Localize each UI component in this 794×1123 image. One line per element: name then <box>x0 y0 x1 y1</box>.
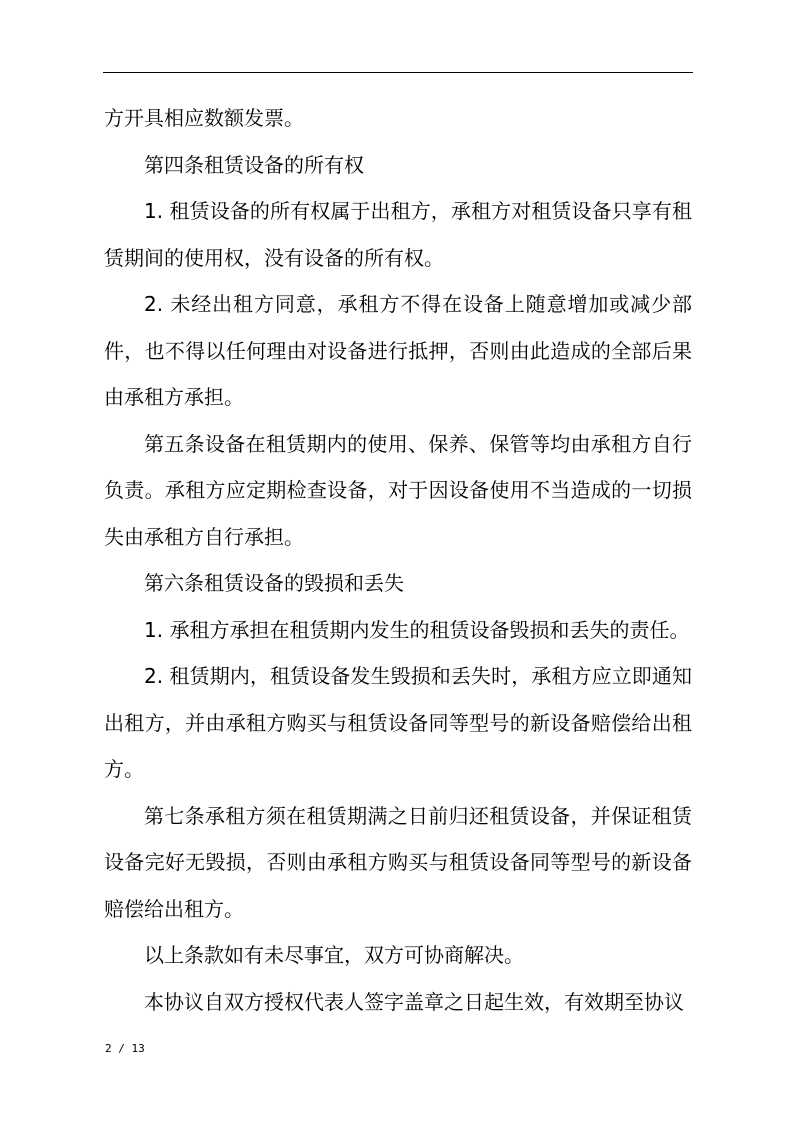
article-5-paragraph: 第五条设备在租赁期内的使用、保养、保管等均由承租方自行负责。承租方应定期检查设备，对于因设备使用不当造成的一切损失由承租方自行承担。 <box>104 431 692 549</box>
effectiveness-paragraph: 本协议自双方授权代表人签字盖章之日起生效，有效期至协议 <box>144 989 684 1014</box>
article-7-paragraph: 第七条承租方须在租赁期满之日前归还租赁设备，并保证租赁设备完好无毁损，否则由承租方购买与租赁设备同等型号的新设备赔偿给出租方。 <box>104 803 692 921</box>
document-body <box>104 95 692 1025</box>
header-rule <box>103 72 693 73</box>
paragraph-continuation: 方开具相应数额发票。 <box>104 106 304 130</box>
unresolved-matters-paragraph: 以上条款如有未尽事宜，双方可协商解决。 <box>144 943 524 967</box>
page-number: 2 / 13 <box>105 1042 145 1055</box>
article-4-clause-2: 2. 未经出租方同意，承租方不得在设备上随意增加或减少部件，也不得以任何理由对设备进行抵押，否则由此造成的全部后果由承租方承担。 <box>104 292 692 409</box>
article-6-clause-2: 2. 租赁期内，租赁设备发生毁损和丢失时，承租方应立即通知出租方，并由承租方购买与租赁设备同等型号的新设备赔偿给出租方。 <box>104 664 692 781</box>
article-6-clause-1: 1. 承租方承担在租赁期内发生的租赁设备毁损和丢失的责任。 <box>144 617 690 642</box>
article-6-heading: 第六条租赁设备的毁损和丢失 <box>144 571 404 595</box>
article-4-clause-1: 1. 租赁设备的所有权属于出租方，承租方对租赁设备只享有租赁期间的使用权，没有设备的所有权。 <box>104 199 692 270</box>
article-4-heading: 第四条租赁设备的所有权 <box>144 152 364 177</box>
